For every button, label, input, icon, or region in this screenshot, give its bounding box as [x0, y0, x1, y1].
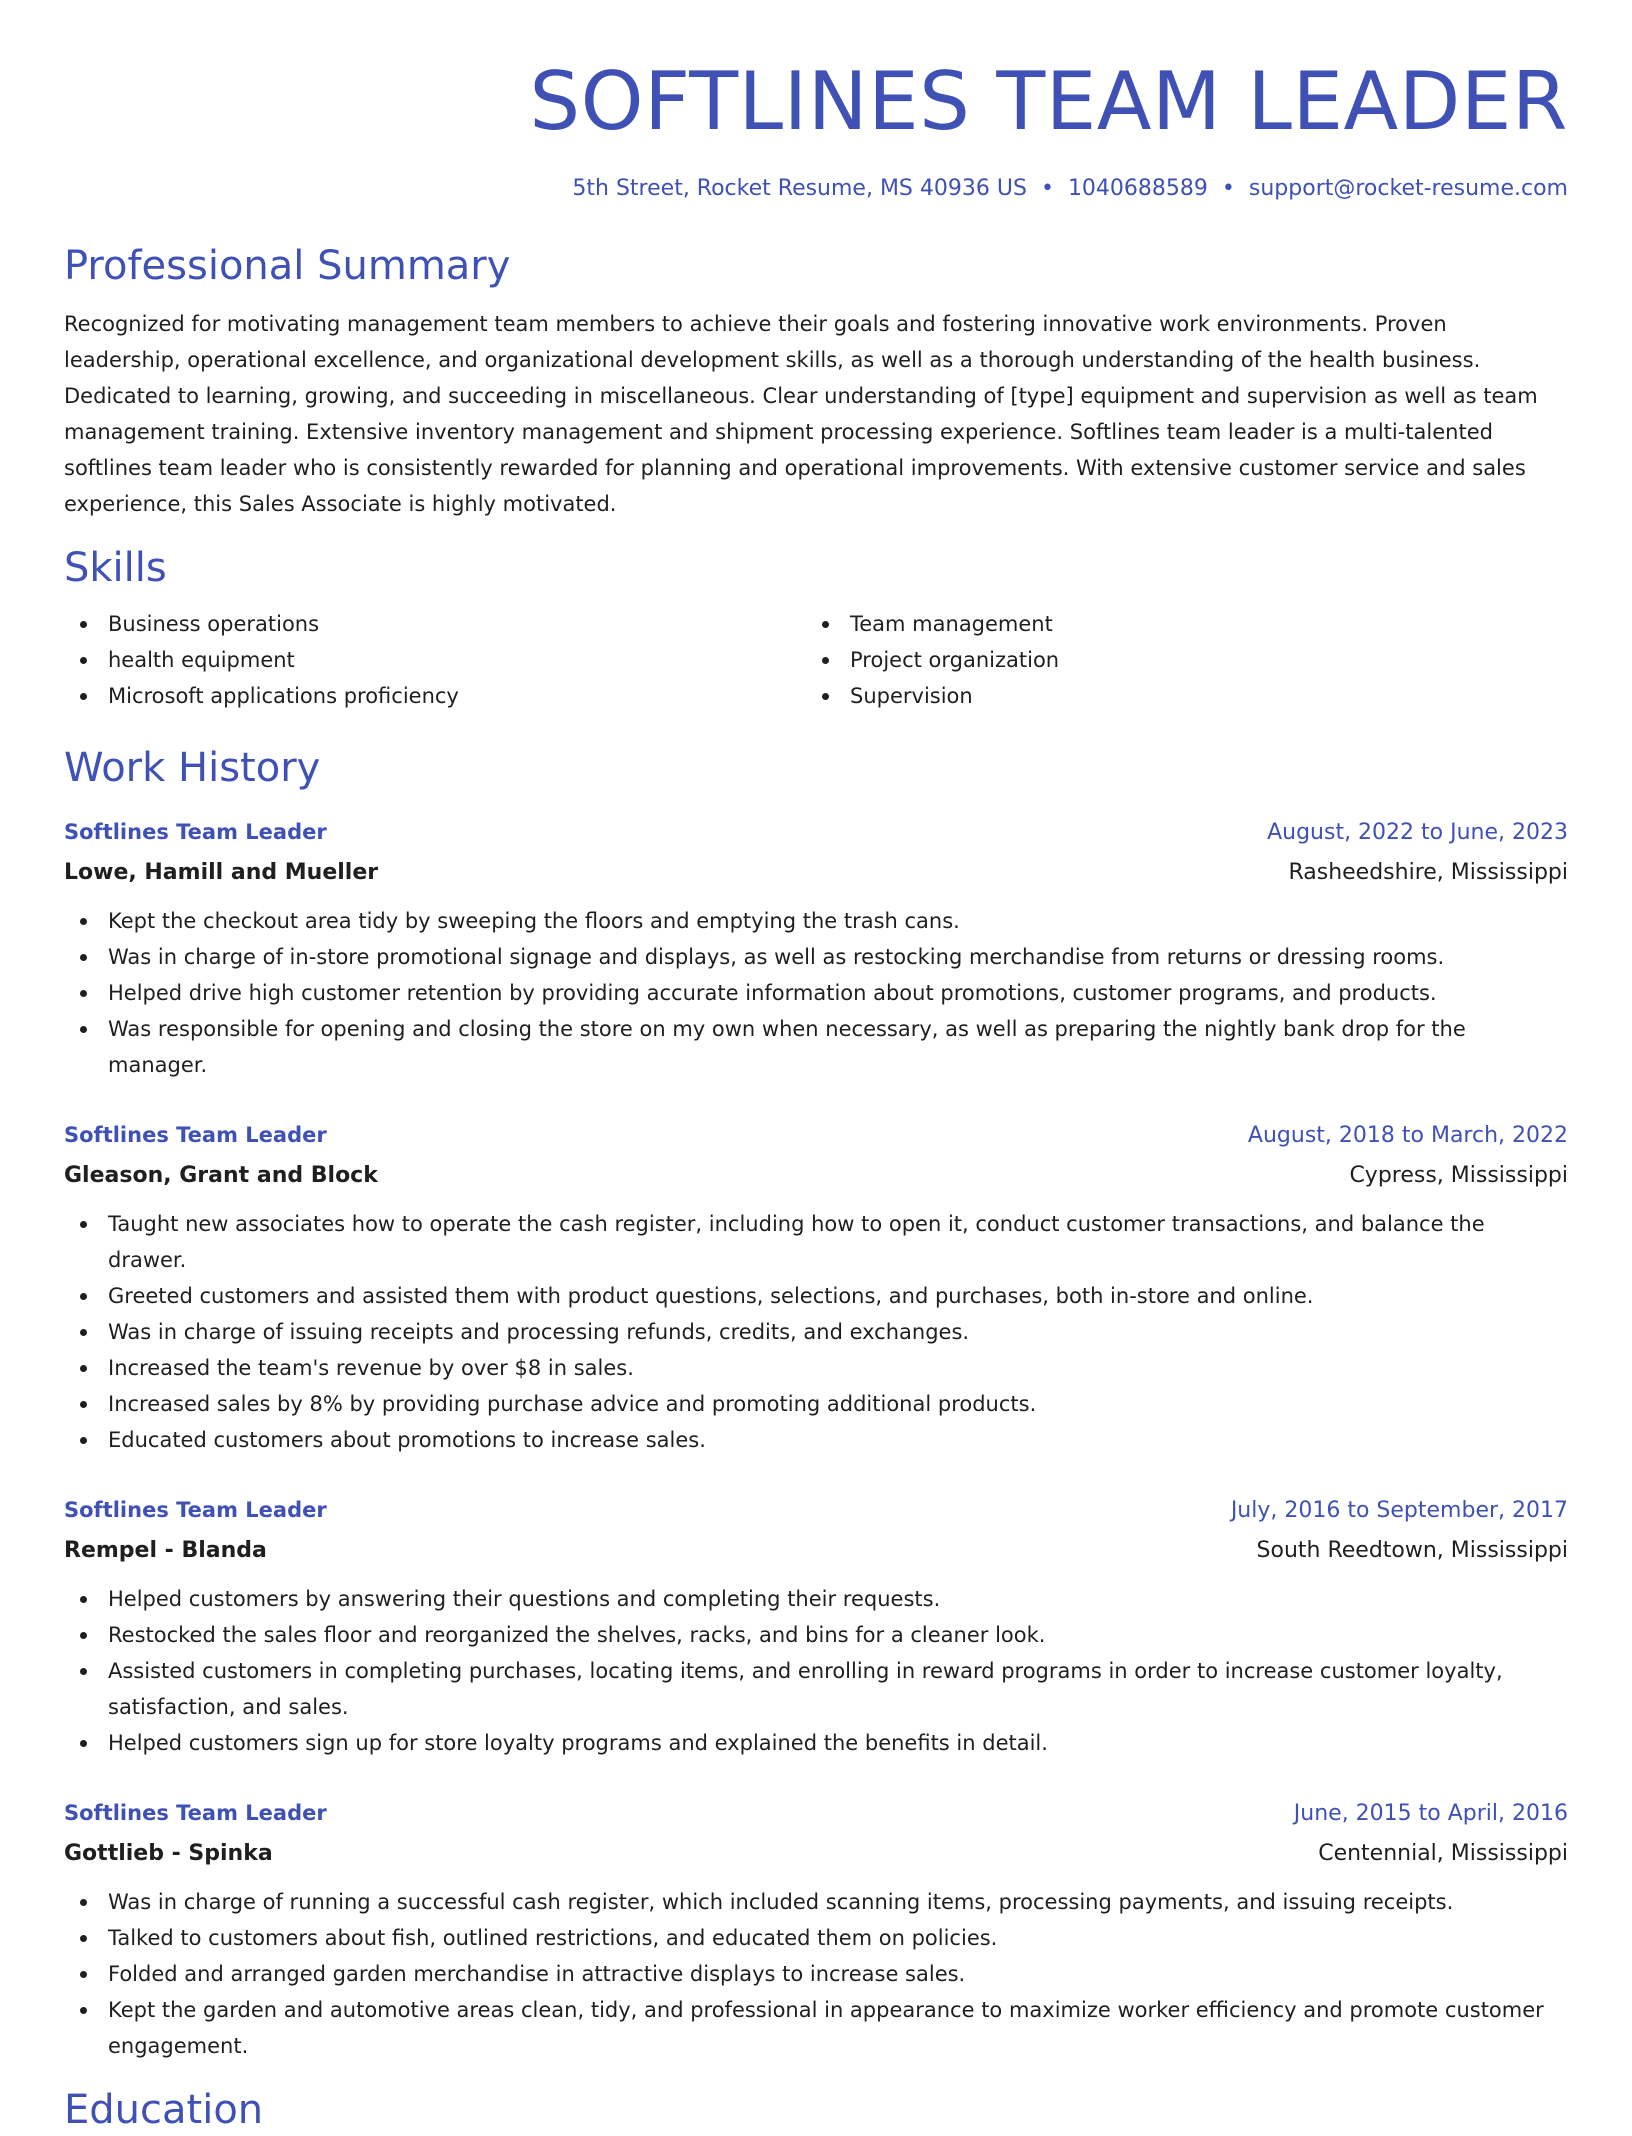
- job-bullet: Increased sales by 8% by providing purchase advice and promoting additional products.: [64, 1386, 1568, 1422]
- job-dates: June, 2015 to April, 2016: [1293, 1801, 1568, 1826]
- job-bullet: Educated customers about promotions to increase sales.: [64, 1422, 1568, 1458]
- job-bullet: Restocked the sales floor and reorganized the shelves, racks, and bins for a cleaner look.: [64, 1617, 1568, 1653]
- contact-separator: •: [1221, 176, 1235, 201]
- job-location: Centennial, Mississippi: [1318, 1841, 1568, 1866]
- summary-heading: Professional Summary: [64, 243, 511, 289]
- job-bullet: Talked to customers about fish, outlined restrictions, and educated them on policies.: [64, 1920, 1568, 1956]
- job-bullets: [64, 903, 1568, 1083]
- company-name: Lowe, Hamill and Mueller: [64, 860, 379, 885]
- skill-item: Project organization: [806, 642, 1548, 678]
- job-bullet: Was in charge of running a successful cash register, which included scanning items, processing payments, and issuing receipts.: [64, 1884, 1568, 1920]
- job-bullet: Folded and arranged garden merchandise in attractive displays to increase sales.: [64, 1956, 1568, 1992]
- job-location: Rasheedshire, Mississippi: [1288, 860, 1568, 885]
- job-bullet: Kept the checkout area tidy by sweeping the floors and emptying the trash cans.: [64, 903, 1568, 939]
- skills-heading: Skills: [64, 545, 167, 591]
- skill-item: Business operations: [64, 606, 806, 642]
- contact-line: [64, 174, 1568, 204]
- job-bullets: [64, 1581, 1568, 1761]
- company-name: Gleason, Grant and Block: [64, 1163, 378, 1188]
- company-name: Rempel - Blanda: [64, 1538, 267, 1563]
- job-bullet: Kept the garden and automotive areas clean, tidy, and professional in appearance to maximize worker efficiency and promote customer engagement.: [64, 1992, 1568, 2064]
- work-history-heading: Work History: [64, 745, 321, 791]
- job-title: Softlines Team Leader: [64, 1123, 327, 1147]
- skill-item: Supervision: [806, 678, 1548, 714]
- job-title: Softlines Team Leader: [64, 1801, 327, 1825]
- job-bullet: Was in charge of issuing receipts and processing refunds, credits, and exchanges.: [64, 1314, 1568, 1350]
- skill-item: health equipment: [64, 642, 806, 678]
- job-location: South Reedtown, Mississippi: [1256, 1538, 1568, 1563]
- job-dates: August, 2022 to June, 2023: [1267, 820, 1568, 845]
- job-bullet: Helped drive high customer retention by providing accurate information about promotions, customer programs, and products.: [64, 975, 1568, 1011]
- job-bullet: Helped customers by answering their questions and completing their requests.: [64, 1581, 1568, 1617]
- skill-item: Microsoft applications proficiency: [64, 678, 806, 714]
- contact-phone: 1040688589: [1067, 176, 1208, 201]
- job-entry: [64, 1793, 1568, 2064]
- skills-column-left: [64, 606, 806, 714]
- job-location: Cypress, Mississippi: [1349, 1163, 1568, 1188]
- company-name: Gottlieb - Spinka: [64, 1841, 273, 1866]
- job-bullet: Was responsible for opening and closing the store on my own when necessary, as well as preparing the nightly bank drop for the manager.: [64, 1011, 1568, 1083]
- job-entry: [64, 812, 1568, 1083]
- job-entry: [64, 1115, 1568, 1458]
- contact-separator: •: [1040, 176, 1054, 201]
- skill-item: Team management: [806, 606, 1548, 642]
- job-dates: July, 2016 to September, 2017: [1230, 1498, 1568, 1523]
- skills-list: [64, 606, 1568, 714]
- job-dates: August, 2018 to March, 2022: [1247, 1123, 1568, 1148]
- resume-page: [64, 0, 1568, 2136]
- job-title: Softlines Team Leader: [64, 1498, 327, 1522]
- contact-address: 5th Street, Rocket Resume, MS 40936 US: [572, 176, 1027, 201]
- skills-column-right: [806, 606, 1548, 714]
- job-entry: [64, 1490, 1568, 1761]
- job-bullet: Taught new associates how to operate the cash register, including how to open it, conduct customer transactions, and balance the drawer.: [64, 1206, 1568, 1278]
- job-bullet: Increased the team's revenue by over $8 in sales.: [64, 1350, 1568, 1386]
- education-heading: Education: [64, 2087, 264, 2133]
- job-bullet: Helped customers sign up for store loyalty programs and explained the benefits in detail.: [64, 1725, 1568, 1761]
- contact-email: support@rocket-resume.com: [1248, 176, 1568, 201]
- resume-name: SOFTLINES TEAM LEADER: [529, 55, 1568, 148]
- job-bullets: [64, 1206, 1568, 1458]
- summary-text: Recognized for motivating management team members to achieve their goals and fostering innovative work environments. Proven leadership, operational excellence, and organizational development skills, as well as a thorough understanding of the health business. Dedicated to learning, growing, and succeeding in miscellaneous. Clear understanding of [type] equipment and supervision as well as team management training. Extensive inventory management and shipment processing experience. Softlines team leader is a multi-talented softlines team leader who is consistently rewarded for planning and operational improvements. With extensive customer service and sales experience, this Sales Associate is highly motivated.: [64, 312, 1538, 516]
- job-bullet: Assisted customers in completing purchases, locating items, and enrolling in reward programs in order to increase customer loyalty, satisfaction, and sales.: [64, 1653, 1568, 1725]
- job-bullet: Greeted customers and assisted them with product questions, selections, and purchases, both in-store and online.: [64, 1278, 1568, 1314]
- job-title: Softlines Team Leader: [64, 820, 327, 844]
- job-bullet: Was in charge of in-store promotional signage and displays, as well as restocking merchandise from returns or dressing rooms.: [64, 939, 1568, 975]
- job-bullets: [64, 1884, 1568, 2064]
